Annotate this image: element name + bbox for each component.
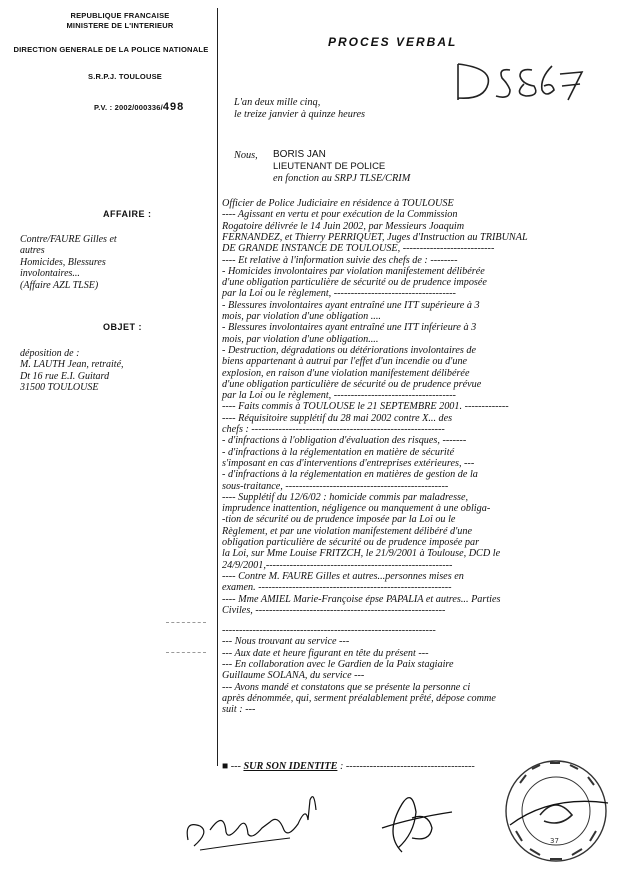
statement-line: --- Avons mandé et constatons que se présente la personne ci	[222, 681, 471, 693]
statement-line: ---- Réquisitoire supplétif du 28 mai 2002 contre X... des	[222, 412, 453, 424]
statement-line: FERNANDEZ, et Thierry PERRIQUET, Juges d'Instruction au TRIBUNAL	[222, 231, 528, 243]
statement-line: la Loi, sur Mme Louise FRITZCH, le 21/9/2001 à Toulouse, DCD le	[222, 548, 501, 560]
statement-line: - d'infractions à l'obligation d'évaluation des risques, -------	[222, 435, 467, 447]
statement-line: ---- Agissant en vertu et pour exécution de la Commission	[222, 209, 458, 221]
identity-line	[222, 761, 475, 772]
statement-line: explosion, en raison d'une violation manifestement délibérée	[222, 367, 470, 379]
statement-line: Officier de Police Judiciaire en résidence à TOULOUSE	[222, 198, 454, 209]
statement-line: ---- Mme AMIEL Marie-Françoise épse PAPALIA et autres... Parties	[222, 593, 501, 605]
statement-line: Règlement, et par une violation manifestement délibéré d'une	[222, 525, 473, 537]
statement-line: Guillaume SOLANA, du service ---	[222, 670, 365, 682]
statement-line: d'une obligation particulière de sécurité ou de prudence prévue	[222, 378, 482, 390]
statement-line: mois, par violation d'une obligation....	[222, 333, 379, 345]
statement-line: ---- Contre M. FAURE Gilles et autres...personnes mises en	[222, 570, 464, 582]
objet-line: déposition de :	[20, 348, 80, 359]
statement-line: par la Loi ou le règlement, ------------------------------------	[222, 288, 456, 300]
objet-label: OBJET :	[103, 322, 143, 332]
statement-line: par la Loi ou le règlement, ------------------------------------	[222, 390, 456, 402]
statement-line: suit : ---	[222, 704, 256, 716]
statement-line: Rogatoire délivrée le 14 Juin 2002, par Messieurs Joaquim	[222, 220, 465, 232]
margin-mark	[166, 652, 206, 653]
affaire-line: involontaires...	[20, 268, 80, 280]
officer-name: BORIS JAN	[273, 149, 326, 160]
statement-line: ---- Faits commis à TOULOUSE le 21 SEPTEMBRE 2001. -------------	[222, 401, 509, 413]
officer-nous: Nous,	[234, 150, 258, 161]
pv-reference	[94, 95, 184, 114]
affaire-text	[20, 234, 117, 291]
identity-prefix: ■ ---	[222, 761, 244, 772]
statement-line: ---------------------------------------------------------------	[222, 625, 436, 637]
statement-line: ---- Et relative à l'information suivie des chefs de : --------	[222, 254, 458, 266]
affaire-line: Contre/FAURE Gilles et	[20, 234, 117, 245]
statement-line: biens appartenant à autrui par l'effet d'un incendie ou d'une	[222, 356, 468, 368]
pv-number: 498	[162, 101, 185, 113]
statement-line: ---- Supplétif du 12/6/02 : homicide commis par maladresse,	[222, 491, 469, 503]
statement-line: - Blessures involontaires ayant entraîné une ITT inférieure à 3	[222, 322, 477, 334]
affaire-line: autres	[20, 245, 45, 257]
statement-line: chefs : ---------------------------------------------------------	[222, 424, 445, 435]
official-stamp	[500, 755, 612, 867]
statement-line: - d'infractions à la réglementation en matières de gestion de la	[222, 469, 478, 481]
objet-text	[20, 348, 124, 394]
signature-witness	[180, 780, 330, 860]
statement-line: - Destruction, dégradations ou détériorations involontaires de	[222, 344, 477, 356]
statement-line: --- En collaboration avec le Gardien de la Paix stagiaire	[222, 659, 454, 670]
statement-line: DE GRANDE INSTANCE DE TOULOUSE, ---------------------------	[222, 243, 495, 255]
objet-line: Dt 16 rue E.I. Guitard	[20, 370, 110, 382]
statement-line: après dénommée, qui, serment préalablement prêté, dépose comme	[222, 692, 496, 704]
officer-rank: LIEUTENANT DE POLICE	[273, 161, 386, 172]
statement-line: -tion de sécurité ou de prudence imposée par la Loi ou le	[222, 514, 456, 526]
statement-line: Civiles, --------------------------------------------------------	[222, 604, 446, 616]
affaire-line: (Affaire AZL TLSE)	[20, 279, 99, 291]
srpj-label: S.R.P.J. TOULOUSE	[88, 72, 162, 81]
statement-line: - d'infractions à la réglementation en matière de sécurité	[222, 446, 455, 458]
statement-line: d'une obligation particulière de sécurité ou de prudence imposée	[222, 277, 487, 289]
statement-line: - Homicides involontaires par violation manifestement délibérée	[222, 265, 485, 277]
margin-mark	[166, 622, 206, 623]
statement-line: --- Nous trouvant au service ---	[222, 636, 350, 648]
page-title: PROCES VERBAL	[328, 35, 458, 49]
identity-suffix: : --------------------------------------	[337, 761, 475, 772]
intro-line-1: L'an deux mille cinq,	[234, 97, 321, 108]
statement-line: 24/9/2001,-------------------------------------------------------	[222, 559, 453, 571]
statement-line: sous-traitance, ------------------------------------------------	[222, 480, 449, 492]
republic-label: REPUBLIQUE FRANCAISE	[70, 11, 170, 20]
vertical-rule	[217, 8, 218, 766]
statement-line: obligation particulière de sécurité ou de prudence imposée par	[222, 537, 480, 548]
signature-officer	[372, 782, 462, 862]
direction-label: DIRECTION GENERALE DE LA POLICE NATIONALE	[13, 45, 209, 54]
affaire-line: Homicides, Blessures	[20, 256, 106, 268]
affaire-label: AFFAIRE :	[103, 209, 152, 219]
statement-line: examen. ---------------------------------------------------------	[222, 582, 452, 594]
handwritten-ref-drawing	[452, 60, 587, 110]
intro-line-2: le treize janvier à quinze heures	[234, 109, 366, 120]
pv-label: P.V. : 2002/000336/	[94, 103, 163, 112]
statement-line: imprudence inattention, négligence ou manquement à une obliga-	[222, 503, 491, 515]
statement-line: --- Aux date et heure figurant en tête du présent ---	[222, 647, 429, 659]
statement-line: mois, par violation d'une obligation ....	[222, 311, 381, 322]
objet-line: M. LAUTH Jean, retraité,	[20, 359, 124, 371]
officer-post: en fonction au SRPJ TLSE/CRIM	[273, 173, 411, 184]
objet-line: 31500 TOULOUSE	[20, 382, 99, 394]
svg-text:37: 37	[550, 837, 559, 845]
statement-line: - Blessures involontaires ayant entraîné une ITT supérieure à 3	[222, 299, 480, 311]
ministry-label: MINISTERE DE L'INTERIEUR	[66, 21, 174, 30]
identity-label: SUR SON IDENTITE	[243, 761, 338, 772]
statement-line: s'imposant en cas d'interventions d'entreprises extérieures, ---	[222, 457, 475, 469]
